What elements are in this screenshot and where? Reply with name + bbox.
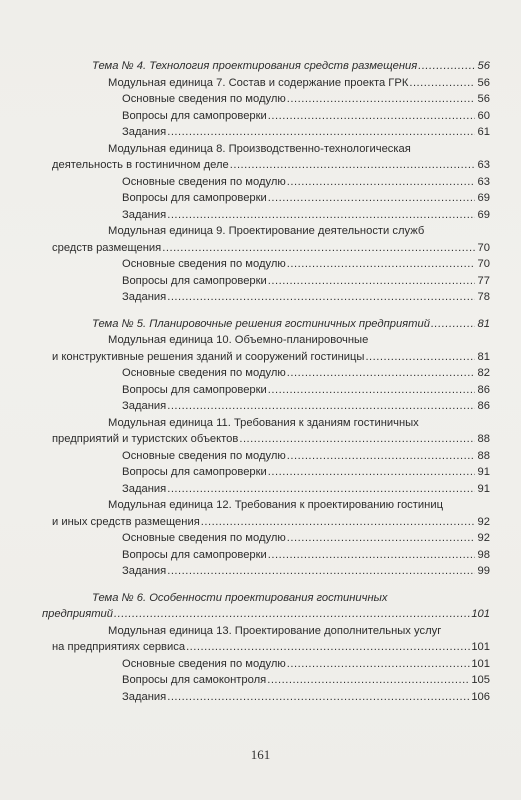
toc-subentry: Вопросы для самопроверки ..... 98 <box>42 547 490 564</box>
toc-unit: Модульная единица 8. Производственно-технологическая <box>108 142 411 155</box>
toc-unit: Модульная единица 9. Проектирование деятельности служб <box>108 225 425 237</box>
toc-subentry: Основные сведения по модулю ..... 56 <box>42 91 490 108</box>
toc-unit: Модульная единица 13. Проектирование дополнительных услуг <box>108 624 442 637</box>
toc-subentry: Основные сведения по модулю ..... 63 <box>42 174 490 191</box>
toc-subentry: Задания ..... 86 <box>42 398 490 415</box>
toc-subentry: Основные сведения по модулю ..... 101 <box>42 656 490 673</box>
toc-unit-continued: на предприятиях сервиса ..... 101 <box>42 639 490 656</box>
toc-subentry: Вопросы для самопроверки ..... 86 <box>42 382 490 399</box>
toc-unit-continued: деятельность в гостиничном деле ..... 63 <box>42 157 490 174</box>
toc-subentry: Основные сведения по модулю ..... 92 <box>42 530 490 547</box>
toc-subentry: Задания ..... 61 <box>42 124 490 141</box>
toc-subentry: Вопросы для самоконтроля ..... 105 <box>42 672 490 689</box>
toc-unit: Модульная единица 11. Требования к зданиям гостиничных <box>108 416 419 429</box>
toc-unit-continued: предприятий и туристских объектов ..... 88 <box>42 431 490 448</box>
toc-topic-continued: предприятий ..... 101 <box>42 606 490 623</box>
page-number: 161 <box>250 747 271 762</box>
toc-subentry: Вопросы для самопроверки ..... 60 <box>42 108 490 125</box>
toc-subentry: Задания ..... 78 <box>42 289 490 306</box>
toc-unit: Модульная единица 10. Объемно-планировочные <box>108 334 369 346</box>
toc-topic: Тема № 4. Технология проектирования средств размещения ..... 56 <box>42 58 490 75</box>
toc-subentry: Задания ..... 99 <box>42 563 490 580</box>
toc-subentry: Вопросы для самопроверки ..... 91 <box>42 464 490 481</box>
toc-topic: Тема № 6. Особенности проектирования гостиничных <box>92 591 388 604</box>
toc-subentry: Вопросы для самопроверки ..... 77 <box>42 273 490 290</box>
table-of-contents <box>42 58 490 705</box>
toc-subentry: Задания ..... 106 <box>42 689 490 706</box>
toc-subentry: Основные сведения по модулю ..... 88 <box>42 448 490 465</box>
toc-unit-continued: и иных средств размещения ..... 92 <box>42 514 490 531</box>
toc-unit: Модульная единица 7. Состав и содержание проекта ГРК ..... 56 <box>42 75 490 92</box>
toc-unit-continued: средств размещения ..... 70 <box>42 240 490 257</box>
toc-subentry: Задания ..... 69 <box>42 207 490 224</box>
toc-subentry: Вопросы для самопроверки ..... 69 <box>42 190 490 207</box>
toc-topic: Тема № 5. Планировочные решения гостиничных предприятий ..... 81 <box>42 316 490 333</box>
toc-subentry: Основные сведения по модулю ..... 70 <box>42 256 490 273</box>
toc-unit-continued: и конструктивные решения зданий и сооружений гостиницы ..... 81 <box>42 349 490 366</box>
toc-unit: Модульная единица 12. Требования к проектированию гостиниц <box>108 499 443 511</box>
toc-subentry: Задания ..... 91 <box>42 481 490 498</box>
toc-subentry: Основные сведения по модулю ..... 82 <box>42 365 490 382</box>
